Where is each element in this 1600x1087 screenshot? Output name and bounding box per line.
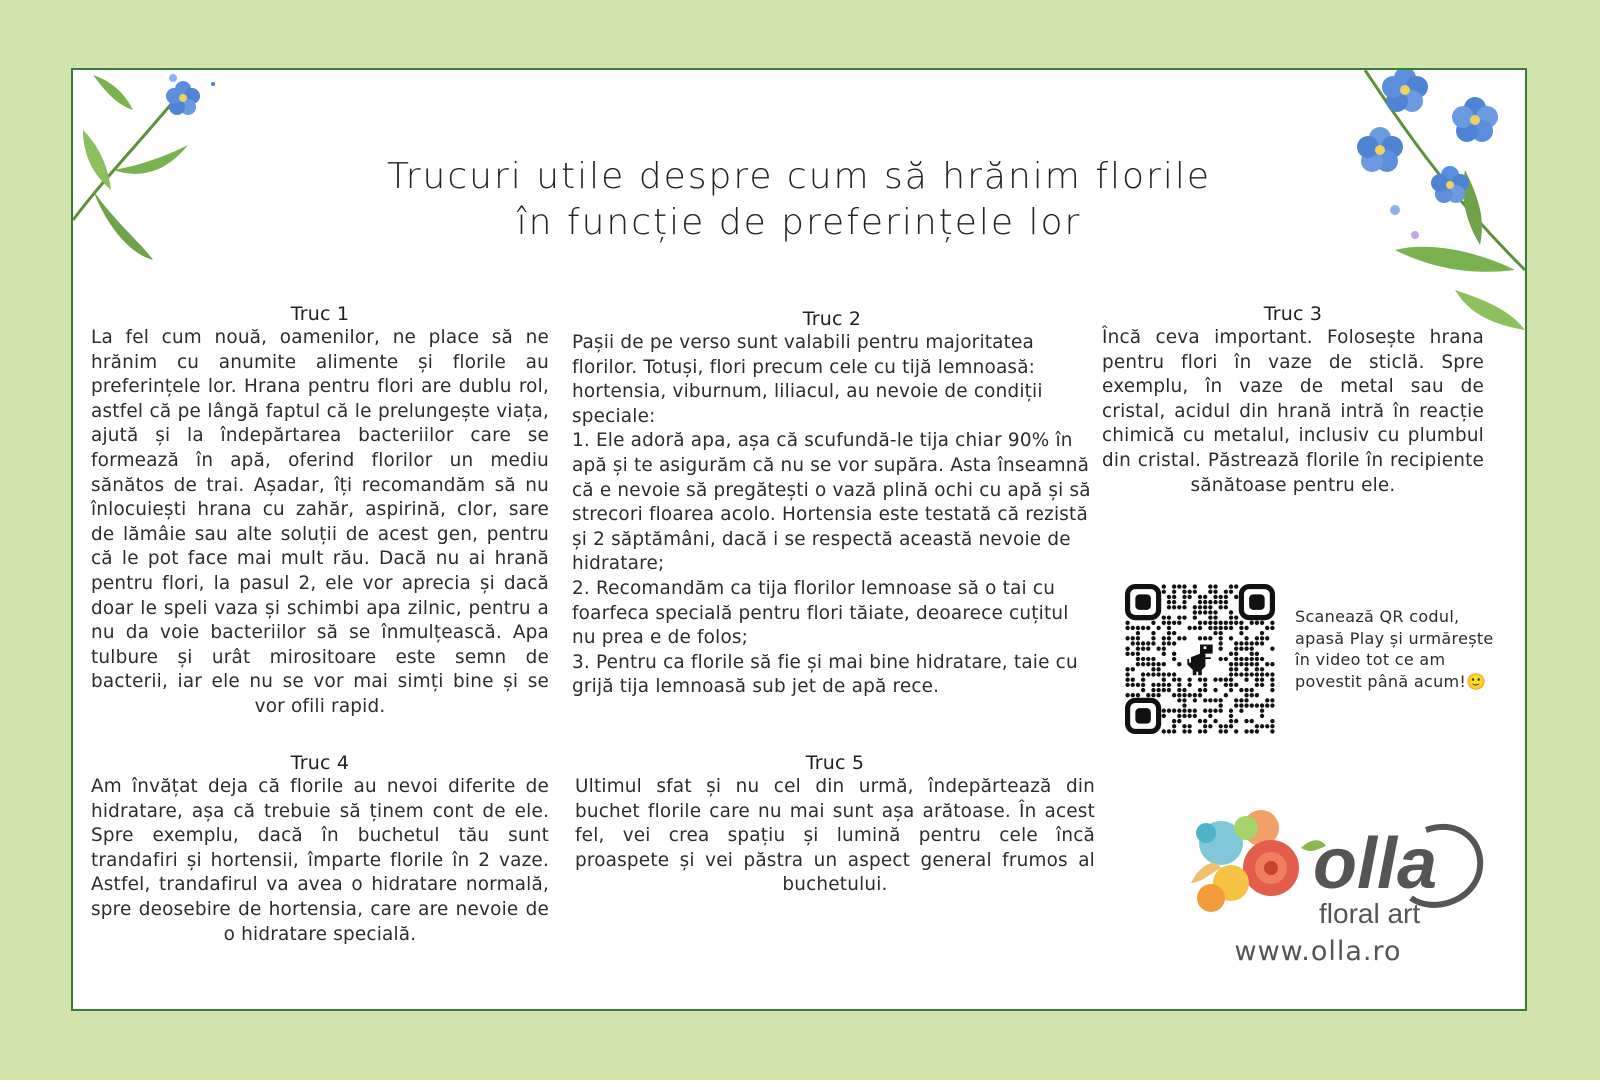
logo-brand: olla — [1313, 824, 1438, 904]
title-line-2: în funcție de preferințele lor — [516, 202, 1082, 243]
tip-5-text: Ultimul sfat și nu cel din urmă, îndepărtează din buchet florile care nu mai sunt așa arătoase. În acest fel, vei crea spațiu și lumină pentru cele încă proaspete și vei păstra un aspect general frumos al buchetului. — [575, 776, 1095, 896]
qr-instructions: Scanează QR codul, apasă Play și urmărește în video tot ce am povestit până acum!🙂 — [1295, 607, 1494, 691]
tip-1-heading: Truc 1 — [290, 303, 350, 325]
qr-code[interactable] — [1125, 584, 1275, 734]
page-title — [73, 154, 1525, 246]
tip-4-heading: Truc 4 — [290, 752, 350, 774]
tip-5-heading: Truc 5 — [805, 752, 865, 774]
tip-2 — [572, 307, 1092, 700]
tip-3 — [1102, 302, 1484, 498]
title-line-1: Trucuri utile despre cum să hrănim florile — [387, 156, 1211, 197]
bouquet-icon — [1191, 810, 1326, 912]
dino-icon — [1187, 645, 1212, 676]
tip-2-heading: Truc 2 — [802, 308, 862, 330]
tip-4-text: Am învățat deja că florile au nevoi diferite de hidratare, așa că trebuie să ținem cont de ele. Spre exemplu, dacă în buchetul tău sunt trandafiri și hortensii, împarte florile în 2 vaze. Astfel, trandafirul va avea o hidratare normală, spre deosebire de hortensia, care are nevoie de o hidratare specială. — [91, 776, 549, 945]
tip-5 — [575, 751, 1095, 898]
website-link[interactable]: www.olla.ro — [1234, 936, 1402, 967]
tip-3-text: Încă ceva important. Folosește hrana pentru flori în vaze de sticlă. Spre exemplu, în vaze de metal sau de cristal, acidul din hrană intră în reacție chimică cu metalul, inclusiv cu plumbul din cristal. Păstrează florile în recipiente sănătoase pentru ele. — [1102, 327, 1484, 496]
tip-2-text: Pașii de pe verso sunt valabili pentru majoritatea florilor. Totuși, flori precum cele cu tijă lemnoasă: hortensia, viburnum, liliacul, au nevoie de condiții speciale: 1. Ele adoră apa, așa că scufundă-le tija chiar 90% în apă și te asigurăm că nu se vor supăra. Asta înseamnă că e nevoie să pregătești o vază plină ochi cu apă și să strecori floarea acolo. Hortensia este testată că rezistă și 2 săptămâni, dacă i se respectă această nevoie de hidratare; 2. Recomandăm ca tija florilor lemnoase să o tai cu foarfeca specială pentru flori tăiate, deoarece cuțitul nu prea e de folos; 3. Pentru ca florile să fie și mai bine hidratare, taie cu grijă tija lemnoasă sub jet de apă rece. — [572, 332, 1091, 698]
olla-floral-art-logo — [1161, 788, 1491, 938]
logo-tagline: floral art — [1319, 898, 1421, 929]
info-card — [71, 68, 1527, 1011]
tip-1-text: La fel cum nouă, oamenilor, ne place să ne hrănim cu anumite alimente și florile au preferințele lor. Hrana pentru flori are dublu rol, astfel că pe lângă faptul că le prelungește viața, ajută și la îndepărtarea bacteriilor care se formează în apă, oferind florilor un mediu sănătos de trai. Așadar, îți recomandăm să nu înlocuiești hrana cu zahăr, aspirină, clor, sare de lămâie sau alte soluții de acest gen, pentru că le pot face mai mult rău. Dacă nu ai hrană pentru flori, la pasul 2, ele vor aprecia și dacă doar le speli vaza și schimbi apa zilnic, pentru a nu da voie bacteriilor să se înmulțească. Apa tulbure și urât mirositoare este semn de bacterii, iar ele nu se vor mai simți bine și se vor ofili rapid. — [91, 327, 549, 717]
tip-1 — [91, 302, 549, 720]
tip-4 — [91, 751, 549, 947]
tip-3-heading: Truc 3 — [1263, 303, 1323, 325]
